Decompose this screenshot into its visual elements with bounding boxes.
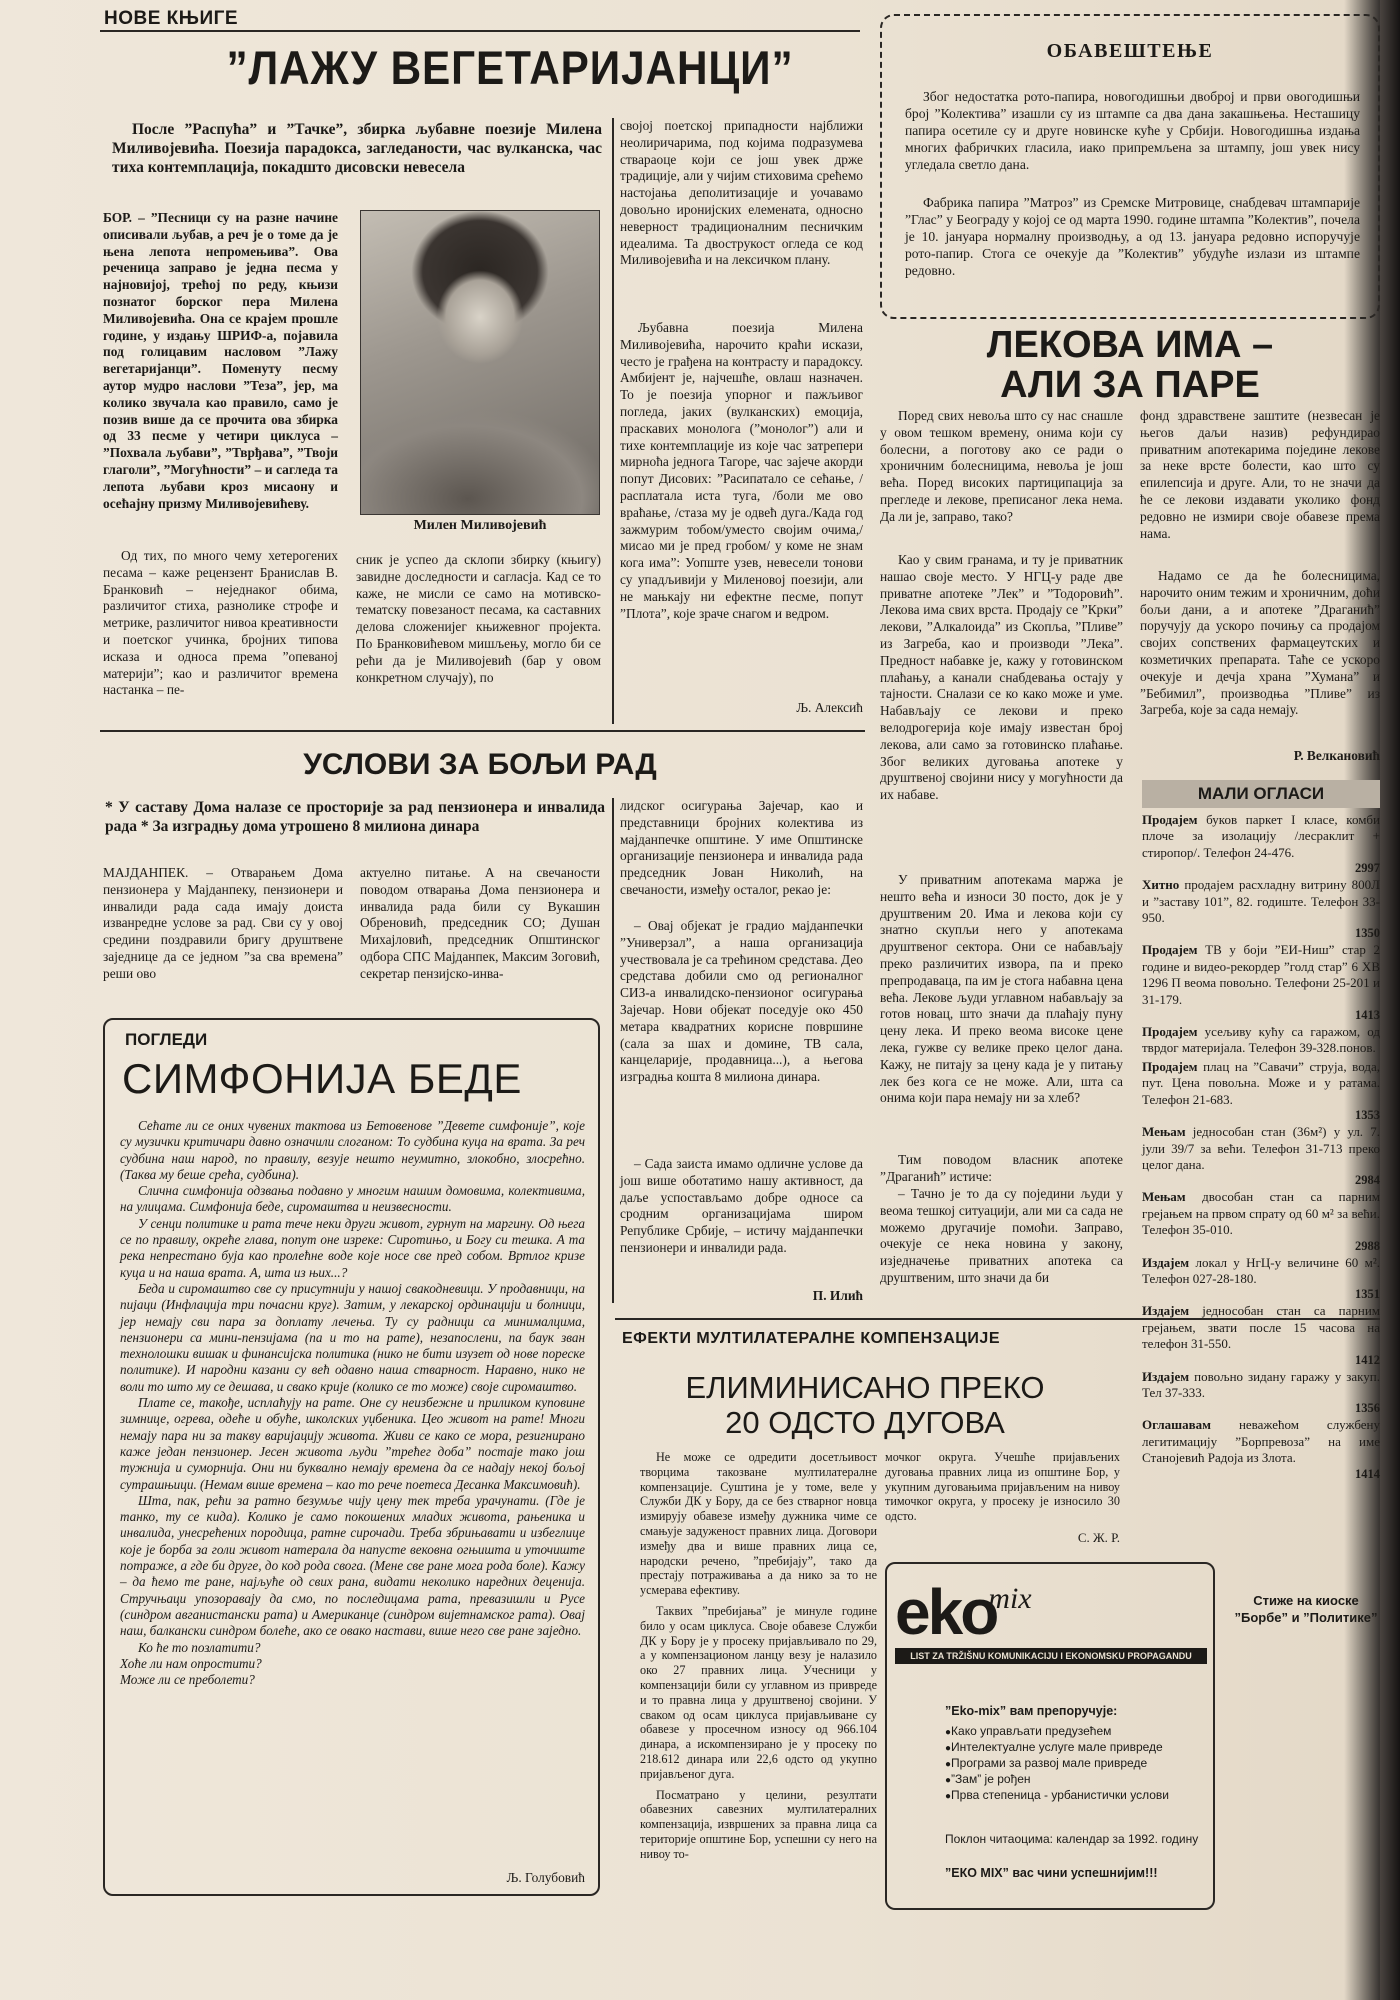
article2-col2b: Надамо се да ће болесницима, нарочито оним тежим и хроничним, доћи бољи дани, а и апотеке ”Драганић” поручују да ускоро почињу са продајом својих сопствених фармацеутских и козметичких препарата. Таће се ускоро очекује и дечја храна ”Хумана” и ”Бебимил”, производња ”Пливе” из Загреба, које за сада немају. <box>1140 568 1380 718</box>
article3-col1: МАЈДАНПЕК. – Отварањем Дома пензионера у Мајданпеку, пензионери и инвалиди рада сада имају доиста изванредне услове за рад. Сви су у овој средини поздравили бригу друштвене заједнице да се једном ”за сва времена” реши ово <box>103 865 343 981</box>
article4-p3: У сенци политике и рата тече неки други живот, гурнут на маргину. Од њега се по правилу, окреће глава, попут оне изреке: Сиротињо, и Богу си тешка. А та река непрестано буја као пролећне воде које носе све пред собом. Вртлог кризе куца и на наша врата. А, шта из њих...? <box>120 1215 585 1280</box>
article3-col3c: – Сада заиста имамо одличне услове да још више оботатимо нашу активност, да даље успостављамо добре односе са сродним организацијама широм Републике Србије, – истичу мајданпечки пензионери и инвалиди рада. <box>620 1156 863 1255</box>
ekomix-recommends: ”Eko-mix” вам препоручује: <box>945 1704 1118 1718</box>
article4-p8: Хоће ли нам опростити? <box>120 1655 262 1671</box>
article3-col3b: – Овај објекат је градио мајданпечки ”Универзал”, а наша организација учествовала је са трећином средстава. Део средстава добили смо од регионалног СИЗ-а инвалидско-пензионог осигурања Зајечар. Нови објекат поседује око 450 метара квадратних корисне површине (сала за шах и домине, ТВ сала, канцеларије, продавница...), а његова изградња кошта 8 милиона динара. <box>620 918 863 1085</box>
ekomix-logo-text: eko <box>895 1576 997 1648</box>
ekomix-list-item: ● Програми за развој мале привреде <box>945 1756 1205 1772</box>
article2-col1e: – Тачно је то да су поједини људи у веома тешкој ситуацији, али ми са сада не можемо другачије помоћи. Заправо, очекује се нека новина у закону, изједначење приватних апотека са друштвеним, што значи да би <box>880 1186 1123 1285</box>
article3-col3: лидског осигурања Зајечар, као и представници бројних колектива из мајданпечке општине. У име Општинске организације пензионера и инвалида рада председник Јован Николић, на свечаности, између осталог, рекао је: <box>620 798 863 897</box>
article4-p7: Ко ће то позлатити? <box>138 1639 261 1655</box>
article3-col2: актуелно питање. А на свечаности поводом отварања Дома пензионера и инвалида рада били су Вукашин Обреновић, председник СО; Душан Михајловић, председник Општинског одбора СПС Мајданпек, Максим Зоговић, секретар пензијско-инва- <box>360 865 600 981</box>
article3-col-rule <box>612 798 614 1303</box>
ekomix-list-item: ● Интелектуалне услуге мале привреде <box>945 1740 1205 1756</box>
article5-top-rule <box>615 1318 1380 1320</box>
article4-p2: Слична симфонија одзвања подавно у многим нашим домовима, колективима, на улицама. Симфонија беде, сиромаштва и неизвесности. <box>120 1183 585 1215</box>
ekomix-logo-script: mix <box>988 1582 1032 1615</box>
article4-p1: Сећате ли се оних чувених тактова из Бетовенове ”Девете симфоније”, које су музички критичари давно означили слоганом: То судбина куца на врата. За реч судбина наш народ, по правилу, везује нешто неумитно, злокобно, злосрећно. (Таква му беше срећа, судбина). <box>120 1118 585 1182</box>
article1-bottom-rule <box>100 730 865 732</box>
ekomix-tagline: LIST ZA TRŽIŠNU KOMUNIKACIJU I EKONOMSKU PROPAGANDU <box>895 1648 1207 1664</box>
article1-col3: својој поетској припадности најближи неолиричарима, под којима подразумева ствараоце који се још увек држе традиције, али у чијим стиховима срећемо настојања деполитизације и уочавамо довољно иронијских елемената, односно неверност традиционалним песничким идеалима. Та двострукост огледа се код Миливојевића и на лексичком плану. <box>620 118 863 268</box>
ekomix-list-item: ● Како управљати предузећем <box>945 1724 1205 1740</box>
article3-deck: * У саставу Дома налазе се просторије за рад пензионера и инвалида рада * За изградњу дома утрошено 8 милиона динара <box>105 799 605 835</box>
notice-title: ОБАВЕШТЕЊЕ <box>1046 40 1214 62</box>
article2-col1d: Тим поводом власник апотеке ”Драганић” истиче: <box>880 1152 1123 1184</box>
ekomix-list-item: ● Прва степеница - урбанистички услови <box>945 1788 1205 1804</box>
article1-col1b: Од тих, по много чему хетерогених песама – каже рецензент Бранислав В. Бранковић – неједнаког обима, различитог стиха, разноликe строфе и метрике, различитог нивоа креативности и поетског учинка, бројних типова исказа и односа према ”опеваној материји”; као и различитог времена настанка – пе- <box>103 548 338 698</box>
article2-col1c: У приватним апотекама маржа је нешто већа и износи 30 посто, док је у друштвеним 20. Има и лекова који су знатно скупљи него у апотекама друштвеног сектора. Они се набављају преко различитих извора, па и преко препродаваца, па им је стога набавна цена већа. Лекове људи углавном набављају за готов новац, што значи да плаћају пуну цену лека. И преко веома високе цене лека, гужве су велике преко целог дана. Кажу, не питају за цену када је у питању лек без кога се не може. Али, шта са онима који пара немају ни за хлеб? <box>880 872 1123 1106</box>
classified-item: Оглашавам неважећом службену легитимацију ”Борпревоза” на име Станојевић Радоја из Злота. 1414 <box>1142 1417 1380 1481</box>
notice-p1: Због недостатка рото-папира, новогодишњи двоброј и први овогодишњи број ”Колектива” изашли су из штампе са два дана закашњења. Несташицу папира осетиле су и друге новинске куће у Србији. Новогодишња издања многих фабричких гласила, иако припремљена за штампу, још увек нису угледала светло дана. <box>905 89 1360 172</box>
article2-col1: Поред свих невоља што су нас снашле у овом тешком времену, онима који су болесни, а поготову ако се ради о хроничним болесницима, невоља је још већа. Поред високих партиципација за прегледе и лекове, преписаног лека нема. Да ли је, заправо, тако? <box>880 408 1123 524</box>
article1-col-rule <box>612 118 614 724</box>
classifieds-list <box>1142 812 1380 1483</box>
article5-signature: С. Ж. Р. <box>1077 1530 1120 1545</box>
top-rule <box>100 30 860 32</box>
classified-item: Продајем усељиву кућу са гаражом, од тврдог материјала. Телефон 39-328.понов. <box>1142 1024 1380 1056</box>
article1-col1: БОР. – ”Песници су на разне начине описивали љубав, а реч је о томе да је њена лепота непромењива”. Ова реченица заправо је једна песма у најновијој, трећој по реду, књизи познатог борског пера Милена Миливојевића. Она се крајем прошле године, у издању ШРИФ-а, појавила под голицавим насловом ”Лажу вегетаријанци”. Поменуту песму аутор мудро наслови ”Теза”, јер, ма колико звучала као правило, само је позив више да се прочита ова збирка од 33 песме у четири циклуса – ”Похвала љубави”, ”Тврђава”, ”Твоји глаголи”, ”Могућности” – и сагледа та лепота љубави кроз мисаону и осећајну призму Миливојевићеву. <box>103 210 338 511</box>
article1-col3b: Љубавна поезија Милена Миливојевића, нарочито краћи искази, често је грађена на контрасту и парадоксу. Амбијент је, најчешће, овлаш назначен. То је поезија упорног и пажљивог погледа, јаких (вулканских) емоција, праскавих монолога (”монолог”) али и тихе контемплације из које час затрепери мирноћа једнога Тагоре, час зајече акорди попут Дисових: ”Расипатало се сећање, /расплатала иста туга, /боли ме ово враћање, /стаза му је одвећ дуга./Када год зажмурим тобом/уместо своjим очима,/мисао ми је пред гробом/ у коме не знам кога има”: Уопште узев, невесели тонови су упадљивији у Миленовој поезији, али не мањкају ни ефектне песме, попут ”Плота”, које зраче снагом и ведром. <box>620 320 863 621</box>
ekomix-gift: Поклон читаоцима: календар за 1992. годину <box>945 1832 1199 1846</box>
article4-p9: Може ли се преболети? <box>120 1672 255 1688</box>
article4-signature: Љ. Голубовић <box>506 1870 585 1885</box>
section-label: НОВЕ КЊИГЕ <box>104 8 239 29</box>
ekomix-kiosk: Стиже на киоске ”Борбе” и ”Политике” <box>1234 1593 1378 1625</box>
classified-item: Продајем плац на ”Савачи” струја, вода, пут. Цена повољна. Може и у ратама. Телефон 21-683. 1353 <box>1142 1058 1380 1123</box>
classified-item: Издајем повољно зидану гаражу у закуп. Тел 37-333. 1356 <box>1142 1368 1380 1416</box>
article5-headline-line2: 20 ОДСТО ДУГОВА <box>725 1405 1005 1440</box>
photo-caption: Милен Миливојевић <box>413 518 547 533</box>
article4-headline: СИМФОНИЈА БЕДЕ <box>122 1055 522 1102</box>
article2-signature: Р. Велкановић <box>1293 748 1380 763</box>
author-photo <box>360 210 600 515</box>
article2-col2: фонд здравствене заштите (незвесан је његов даљи назив) рефундирао приватним апотекарима поједине лекове за неке врсте болести, као што су епилепсија и друге. Али, то не значи да ће се лекови издавати уколико фонд редовно не измири своје обавезе према нама. <box>1140 408 1380 541</box>
article5-col1 <box>640 1450 877 1862</box>
article2-col1b: Као у свим гранама, и ту је приватник нашао своје место. У НГЦ-у раде две приватне апотеке ”Лек” и ”Тодоровић”. Лекова има свих врста. Продају се ”Крки” лекови, ”Алкалоида” из Скопља, ”Пливе” из Загреба, као и производи ”Лека”. Предност набавке је, кажу у готовинском плаћању, а канали снабдевања остају у тајности. Сналази се ко како може и уме. Набављају се лекови и преко велодрогерија које имају известан број лекова, али само за готовинско плаћање. Због великих дуговања апотеке у друштвеној својини нису у могућности да их набаве. <box>880 552 1123 803</box>
article2-headline-line2: АЛИ ЗА ПАРЕ <box>1000 364 1260 406</box>
article5-headline <box>615 1370 1115 1440</box>
article5-col1-p2: Таквих ”пребијања” је минуле године било у осам циклуса. Своје обавезе Служби ДК у Бору је у просеку пријављивало по 29, а у компензационом ланцу везу је налазило око 27 правних лица. Учесници у компензацији били су углавном из привреде и то правна лица у друштвеној својини. У сваком од осам циклуса пријављиване су обавезе у просечном износу од 966.104 динара, а искомпензирано је у просеку по 218.612 динара или 22,6 одсто од укупно пријављеног дуга. <box>640 1603 877 1781</box>
classified-item: Хитно продајем расхладну витрину 800Л и ”заставу 101”, 82. годиште. Телефон 33-950. 1350 <box>1142 877 1380 941</box>
article3-signature: П. Илић <box>812 1288 863 1303</box>
ekomix-closing: ”ЕКО MIX” вас чини успешнијим!!! <box>945 1866 1158 1880</box>
classified-item: Издајем локал у НгЦ-у величине 60 м². Телефон 027-28-180. 1351 <box>1142 1254 1380 1302</box>
article4-body <box>120 1118 585 1688</box>
article4-p5: Плате се, такође, исплаћују на рате. Оне су неизбежне и приликом куповине зимнице, огрева, одеће и обуће, школских уџбеника. Цео живот на рате! Многи немају пара ни за такву варијацију живота. Живи се како се мора, резигнирано каже један пензионер. Јесен живота људи ”трећег доба” постаје тако још тужнија и суморнија. Они ни буквално немају времена да се надају некој бољој сутрашњици. (Немам више времена – као то рече поетеса Десанка Максимовић). <box>120 1395 585 1492</box>
article1-col2: сник је успео да склопи збирку (књигу) завидне доследности и сагласја. Кад се то каже, не мисли се само на мотивско-тематску повезаност песама, ка саставних делова сложенијег књижевног пројекта. По Бранковићевом мишљењу, могло би се рећи да је Миливојевић (бар у овом конкретном случају), по <box>356 552 601 685</box>
classified-item: Мењам једнособан стан (36м²) у ул. 7. јули 39/7 за већи. Телефон 31-713 преко целог дана. 2984 <box>1142 1124 1380 1188</box>
article4-p4: Беда и сиромаштво све су присутнији у нашој свакодневици. У продавници, на пијаци (Инфлација три почасни круг). Затим, у лекарској ординацији и болници, јер немају сви пара за доплату лечења. Ту су радници са минималцима, пензионери са мини-пензијама (па и то на рате), незапослени, па баук зван технолошки вишак и финансијска политика (нико не бити изузет од нове пореске политике). И народни казани су већ одавно наша стварност. Наравно, нико не воли то што му се дешава, и свако крије (колико се то може) своје сиромаштво. <box>120 1280 585 1394</box>
ekomix-list <box>945 1724 1205 1804</box>
article5-col1-p1: Не може се одредити досетљивост творцима такозване мултилатералне компензације. Суштина је у томе, веле у Служби ДК у Бору, да се без стварног новца измирују обавезе између дужника чиме се смањује задуженост правних лица. Договори између два и више правних лица се, народски речено, ”пребијају”, тако да престају потраживања а да нико за то не усмерава ефективу. <box>640 1450 877 1598</box>
article2-headline-line1: ЛЕКОВА ИМА – <box>986 324 1274 366</box>
classified-item: Продајем ТВ у боји ”ЕИ-Ниш” стар 2 године и видео-рекордер ”голд стар” 6 ХВ 1296 П веома повољно. Телефони 25-201 и 31-179. 1413 <box>1142 942 1381 1023</box>
article3-headline: УСЛОВИ ЗА БОЉИ РАД <box>303 748 657 781</box>
article4-section: ПОГЛЕДИ <box>125 1030 208 1049</box>
classified-item: Продајем буков паркет I класе, комби плоче за изолацију /лесраклит + стиропор/. Телефон 24-476. 2997 <box>1142 812 1380 876</box>
article1-lead: После ”Распућа” и ”Тачке”, збирка љубавне поезије Милена Миливојевића. Поезија парадокса, загледаности, час вулканска, час тиха контемплација, покадшто дисовски невесела <box>112 121 602 176</box>
article5-col2: мочког округа. Учешће пријављених дуговања правних лица из општине Бор, у укупним дуговањима пријављеним на нивоу тимочког округа, у просеку је износило 30 одсто. <box>885 1450 1120 1524</box>
article1-signature: Љ. Алексић <box>796 700 863 715</box>
article5-col1-p3: Посматрано у целини, резултати обавезних савезних мултилатералних компензација, извршених за правна лица са територије општине Бор, успешни су него на нивоу то- <box>640 1787 877 1861</box>
ekomix-list-item: ● ”Зам” је рођен <box>945 1772 1205 1788</box>
article2-headline <box>890 325 1370 405</box>
ekomix-logo <box>895 1576 1105 1648</box>
notice-p2: Фабрика папира ”Матроз” из Сремске Митровице, снабдевач штампарије ”Глас” у Београду у којој се од марта 1990. године штампа ”Колектив”, почела је 10. јануара нормалну производњу, а од 13. јануара редовно испоручује рото-папир. Стога се очекује да ”Колектив” убудуће излази из штампе редовно. <box>905 195 1360 278</box>
article1-headline: ”ЛАЖУ ВЕГЕТАРИЈАНЦИ” <box>226 41 794 94</box>
page-edge <box>1380 0 1400 2000</box>
article5-headline-line1: ЕЛИМИНИСАНО ПРЕКО <box>685 1370 1045 1405</box>
classifieds-title: МАЛИ ОГЛАСИ <box>1142 780 1380 808</box>
classified-item: Мењам двособан стан са парним грејањем на првом спрату од 60 м² за већи. Телефон 35-010. 2988 <box>1142 1189 1380 1253</box>
article5-kicker: ЕФЕКТИ МУЛТИЛАТЕРАЛНЕ КОМПЕНЗАЦИЈЕ <box>622 1330 1000 1347</box>
classified-item: Издајем једнособан стан са парним грејањем, звати после 15 часова на телефон 31-550. 1412 <box>1142 1303 1380 1367</box>
article4-p6: Шта, пак, рећи за ратно безумље чију цену тек треба урачунати. (Где је танко, ту се кида). Колико је само покошених младих живота, рањеника и инвалида, унесрећених породица, ратне сирочади. Треба збрињавати и избеглице које је борба за голи живот натерала да напусте вековна огњишта и уточиште потраже, а где би друге, до код рода свога. (Мене све ране мога рода болe). Кажу – да ћемо те ране, најљуће од свих рана, видати неколико наредних деценија. Стручњаци упозоравају да смо, по последицама рата, превазишли и Русе (синдром авганистански рата) и Американце (синдром вијетнамског рата). Овај наш, балкански синдром болеће, ако се овако настави, више него све ране заједно. <box>120 1492 585 1639</box>
